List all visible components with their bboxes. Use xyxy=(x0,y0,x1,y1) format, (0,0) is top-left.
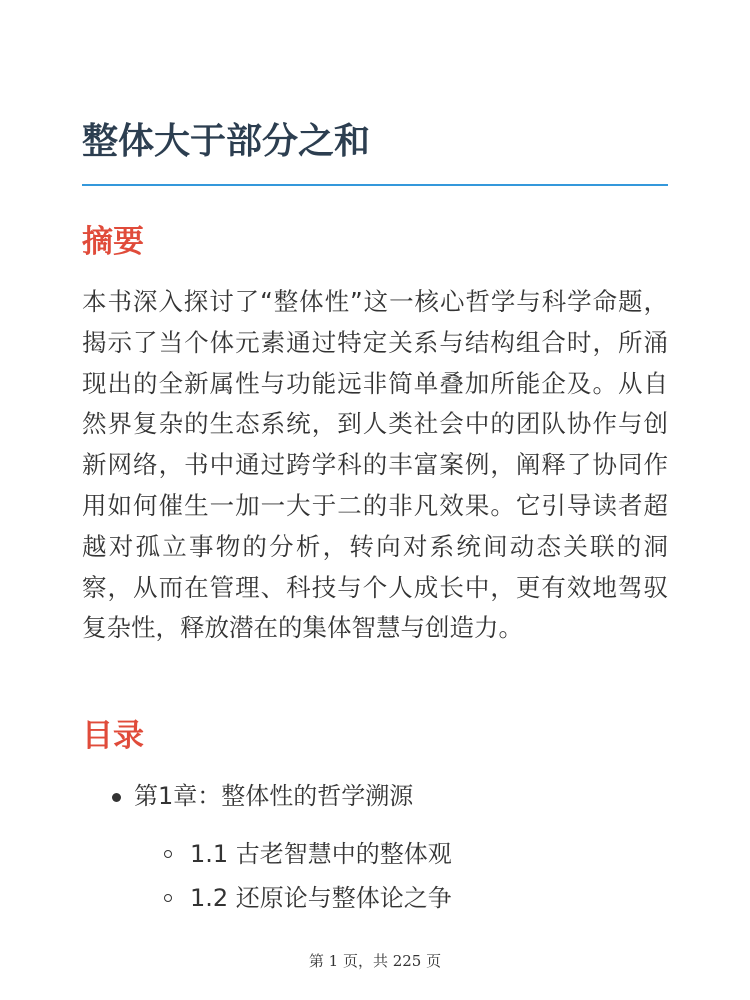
abstract-heading: 摘要 xyxy=(82,224,144,260)
toc-section-1-1[interactable] xyxy=(134,832,668,876)
page-number-footer: 第 1 页，共 225 页 xyxy=(308,952,442,970)
title-divider xyxy=(82,184,668,186)
bullet-circle-icon xyxy=(164,894,172,902)
abstract-text: 本书深入探讨了“整体性”这一核心哲学与科学命题，揭示了当个体元素通过特定关系与结构组合时，所涌现出的全新属性与功能远非简单叠加所能企及。从自然界复杂的生态系统，到人类社会中的团队协作与创新网络，书中通过跨学科的丰富案例，阐释了协同作用如何催生一加一大于二的非凡效果。它引导读者超越对孤立事物的分析，转向对系统间动态关联的洞察，从而在管理、科技与个人成长中，更有效地驾驭复杂性，释放潜在的集体智慧与创造力。 xyxy=(82,287,668,643)
toc-sublist xyxy=(134,832,668,920)
bullet-disc-icon xyxy=(112,793,121,802)
toc-chapter-1[interactable] xyxy=(82,776,668,920)
toc-section-label: 1.2 还原论与整体论之争 xyxy=(190,884,452,912)
document-title: 整体大于部分之和 xyxy=(82,121,371,162)
toc-chapter-label: 第1章：整体性的哲学溯源 xyxy=(134,782,414,810)
toc-list xyxy=(82,776,668,920)
toc-section-1-2[interactable] xyxy=(134,876,668,920)
bullet-circle-icon xyxy=(164,850,172,858)
toc-heading: 目录 xyxy=(82,718,144,754)
toc-section-label: 1.1 古老智慧中的整体观 xyxy=(190,840,452,868)
